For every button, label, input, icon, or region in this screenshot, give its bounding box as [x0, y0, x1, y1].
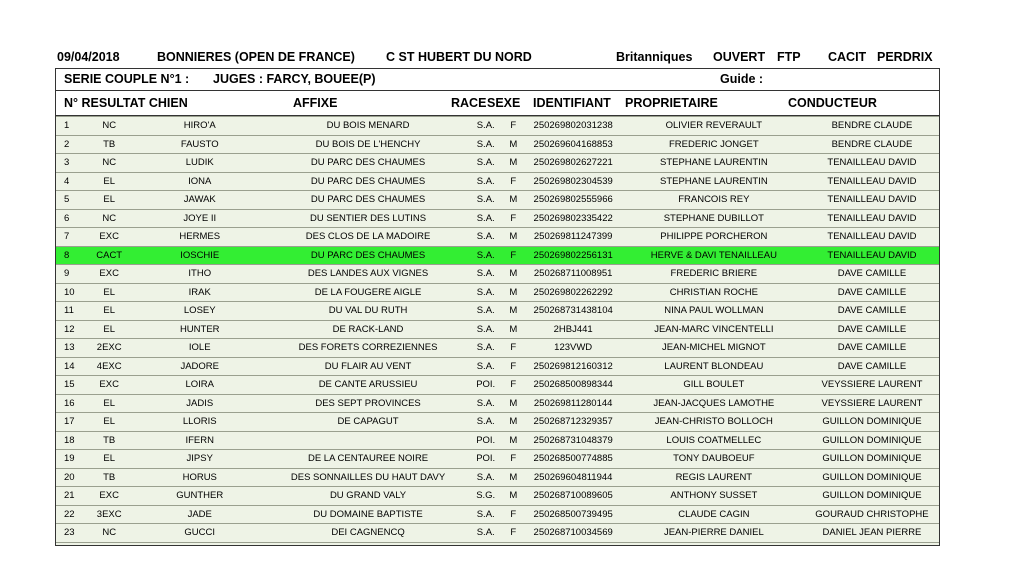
owner-cell: JEAN-CHRISTO BOLLOCH	[623, 413, 805, 432]
dog-name-cell: JADORE	[132, 357, 268, 376]
handler-cell: GUILLON DOMINIQUE	[805, 487, 939, 506]
table-row	[56, 431, 939, 450]
owner-cell: STEPHANE LAURENTIN	[623, 172, 805, 191]
row-number: 12	[56, 320, 87, 339]
dog-name-cell: LOIRA	[132, 376, 268, 395]
identifiant-cell: 250268710089605	[524, 487, 623, 506]
handler-cell: GOURAUD CHRISTOPHE	[805, 505, 939, 524]
cacit-label: CACIT	[828, 50, 867, 64]
identifiant-cell: 2HBJ441	[524, 320, 623, 339]
row-number: 20	[56, 468, 87, 487]
event-venue: BONNIERES (OPEN DE FRANCE)	[157, 50, 355, 64]
sexe-cell: M	[503, 191, 523, 210]
identifiant-cell: 250268710034569	[524, 524, 623, 542]
col-sexe: SEXE	[487, 96, 521, 110]
dog-name-cell: JADIS	[132, 394, 268, 413]
race-cell: S.A.	[468, 320, 503, 339]
result-cell: NC	[87, 209, 132, 228]
sexe-cell: M	[503, 265, 523, 284]
race-cell: S.A.	[468, 135, 503, 154]
affixe-cell: DES SONNAILLES DU HAUT DAVY	[268, 468, 469, 487]
handler-cell: TENAILLEAU DAVID	[805, 154, 939, 173]
sexe-cell: F	[503, 357, 523, 376]
table-row	[56, 376, 939, 395]
identifiant-cell: 250268500898344	[524, 376, 623, 395]
dog-name-cell: HIRO'A	[132, 117, 268, 136]
result-cell: NC	[87, 117, 132, 136]
owner-cell: JEAN-MICHEL MIGNOT	[623, 339, 805, 358]
event-date: 09/04/2018	[57, 50, 120, 64]
result-cell: TB	[87, 468, 132, 487]
col-identifiant: IDENTIFIANT	[533, 96, 611, 110]
table-row	[56, 339, 939, 358]
result-cell: EL	[87, 283, 132, 302]
handler-cell: DAVE CAMILLE	[805, 283, 939, 302]
row-number: 16	[56, 394, 87, 413]
affixe-cell: DES LANDES AUX VIGNES	[268, 265, 469, 284]
row-number: 13	[56, 339, 87, 358]
affixe-cell: DU DOMAINE BAPTISTE	[268, 505, 469, 524]
owner-cell: OLIVIER REVERAULT	[623, 117, 805, 136]
dog-name-cell: FAUSTO	[132, 135, 268, 154]
dog-name-cell: GUCCI	[132, 524, 268, 542]
table-row	[56, 191, 939, 210]
identifiant-cell: 250269802256131	[524, 246, 623, 265]
sexe-cell: M	[503, 468, 523, 487]
result-cell: EL	[87, 172, 132, 191]
identifiant-cell: 250268731438104	[524, 302, 623, 321]
row-number: 3	[56, 154, 87, 173]
sexe-cell: M	[503, 228, 523, 247]
ftp-label: FTP	[777, 50, 801, 64]
table-row	[56, 505, 939, 524]
affixe-cell: DE LA CENTAUREE NOIRE	[268, 450, 469, 469]
sexe-cell: M	[503, 154, 523, 173]
dog-name-cell: JOYE II	[132, 209, 268, 228]
table-row	[56, 413, 939, 432]
identifiant-cell: 250269812160312	[524, 357, 623, 376]
dog-name-cell: IRAK	[132, 283, 268, 302]
dog-name-cell: JADE	[132, 505, 268, 524]
dog-name-cell: HERMES	[132, 228, 268, 247]
race-cell: S.A.	[468, 172, 503, 191]
col-affixe: AFFIXE	[293, 96, 338, 110]
row-number: 1	[56, 117, 87, 136]
handler-cell: GUILLON DOMINIQUE	[805, 450, 939, 469]
owner-cell: JEAN-JACQUES LAMOTHE	[623, 394, 805, 413]
affixe-cell: DU PARC DES CHAUMES	[268, 246, 469, 265]
sexe-cell: F	[503, 339, 523, 358]
table-row	[56, 320, 939, 339]
result-cell: TB	[87, 135, 132, 154]
handler-cell: GUILLON DOMINIQUE	[805, 413, 939, 432]
affixe-cell: DE LA FOUGERE AIGLE	[268, 283, 469, 302]
result-cell: 4EXC	[87, 357, 132, 376]
sexe-cell: F	[503, 376, 523, 395]
table-row	[56, 265, 939, 284]
race-cell: S.A.	[468, 209, 503, 228]
identifiant-cell: 250268711008951	[524, 265, 623, 284]
race-cell: S.A.	[468, 191, 503, 210]
row-number: 9	[56, 265, 87, 284]
race-cell: S.A.	[468, 524, 503, 542]
result-cell: TB	[87, 431, 132, 450]
owner-cell: PHILIPPE PORCHERON	[623, 228, 805, 247]
page-header	[0, 50, 1024, 66]
table-row	[56, 524, 939, 542]
result-cell: EXC	[87, 228, 132, 247]
race-cell: S.A.	[468, 246, 503, 265]
row-number: 17	[56, 413, 87, 432]
race-cell: S.A.	[468, 468, 503, 487]
identifiant-cell: 250269604168853	[524, 135, 623, 154]
result-cell: EL	[87, 191, 132, 210]
handler-cell: DAVE CAMILLE	[805, 320, 939, 339]
column-header-row	[56, 91, 939, 116]
handler-cell: DAVE CAMILLE	[805, 302, 939, 321]
row-number: 23	[56, 524, 87, 542]
affixe-cell: DE RACK-LAND	[268, 320, 469, 339]
identifiant-cell: 250268731048379	[524, 431, 623, 450]
row-number: 18	[56, 431, 87, 450]
identifiant-cell: 250269811247399	[524, 228, 623, 247]
dog-name-cell: JIPSY	[132, 450, 268, 469]
owner-cell: CLAUDE CAGIN	[623, 505, 805, 524]
handler-cell: BENDRE CLAUDE	[805, 135, 939, 154]
handler-cell: GUILLON DOMINIQUE	[805, 468, 939, 487]
row-number: 10	[56, 283, 87, 302]
owner-cell: REGIS LAURENT	[623, 468, 805, 487]
affixe-cell: DE CAPAGUT	[268, 413, 469, 432]
handler-cell: DAVE CAMILLE	[805, 357, 939, 376]
sexe-cell: M	[503, 283, 523, 302]
table-row	[56, 209, 939, 228]
identifiant-cell: 250269802031238	[524, 117, 623, 136]
sexe-cell: F	[503, 505, 523, 524]
identifiant-cell: 250269802335422	[524, 209, 623, 228]
race-cell: S.A.	[468, 394, 503, 413]
identifiant-cell: 123VWD	[524, 339, 623, 358]
dog-name-cell: IOSCHIE	[132, 246, 268, 265]
owner-cell: NINA PAUL WOLLMAN	[623, 302, 805, 321]
row-number: 8	[56, 246, 87, 265]
result-cell: 2EXC	[87, 339, 132, 358]
col-proprietaire: PROPRIETAIRE	[625, 96, 718, 110]
col-race: RACE	[451, 96, 487, 110]
owner-cell: ANTHONY SUSSET	[623, 487, 805, 506]
identifiant-cell: 250268500739495	[524, 505, 623, 524]
owner-cell: HERVE & DAVI TENAILLEAU	[623, 246, 805, 265]
game-label: PERDRIX	[877, 50, 933, 64]
sexe-cell: F	[503, 450, 523, 469]
judges-label: JUGES : FARCY, BOUEE(P)	[213, 72, 376, 86]
owner-cell: TONY DAUBOEUF	[623, 450, 805, 469]
handler-cell: VEYSSIERE LAURENT	[805, 394, 939, 413]
race-cell: S.A.	[468, 154, 503, 173]
dog-name-cell: LLORIS	[132, 413, 268, 432]
table-row	[56, 283, 939, 302]
dog-name-cell: GUNTHER	[132, 487, 268, 506]
sexe-cell: F	[503, 117, 523, 136]
sexe-cell: M	[503, 413, 523, 432]
race-cell: S.A.	[468, 265, 503, 284]
series-row	[56, 69, 939, 91]
row-number: 11	[56, 302, 87, 321]
race-cell: POI.	[468, 376, 503, 395]
guide-label: Guide :	[720, 72, 764, 86]
handler-cell: TENAILLEAU DAVID	[805, 172, 939, 191]
affixe-cell: DU FLAIR AU VENT	[268, 357, 469, 376]
table-row	[56, 154, 939, 173]
row-number: 22	[56, 505, 87, 524]
owner-cell: JEAN-MARC VINCENTELLI	[623, 320, 805, 339]
results-table	[56, 116, 939, 542]
result-cell: EL	[87, 413, 132, 432]
affixe-cell: DU SENTIER DES LUTINS	[268, 209, 469, 228]
row-number: 7	[56, 228, 87, 247]
identifiant-cell: 250268712329357	[524, 413, 623, 432]
table-row	[56, 487, 939, 506]
race-cell: S.A.	[468, 339, 503, 358]
table-continuation	[56, 542, 939, 545]
dog-name-cell: IFERN	[132, 431, 268, 450]
owner-cell: STEPHANE LAURENTIN	[623, 154, 805, 173]
race-cell: S.A.	[468, 505, 503, 524]
event-club: C ST HUBERT DU NORD	[386, 50, 532, 64]
affixe-cell: DES CLOS DE LA MADOIRE	[268, 228, 469, 247]
table-row	[56, 302, 939, 321]
row-number: 2	[56, 135, 87, 154]
handler-cell: GUILLON DOMINIQUE	[805, 431, 939, 450]
results-body	[56, 117, 939, 542]
sexe-cell: F	[503, 524, 523, 542]
row-number: 5	[56, 191, 87, 210]
race-cell: S.A.	[468, 413, 503, 432]
affixe-cell: DE CANTE ARUSSIEU	[268, 376, 469, 395]
dog-name-cell: IOLE	[132, 339, 268, 358]
owner-cell: CHRISTIAN ROCHE	[623, 283, 805, 302]
row-number: 4	[56, 172, 87, 191]
identifiant-cell: 250269604811944	[524, 468, 623, 487]
handler-cell: TENAILLEAU DAVID	[805, 228, 939, 247]
result-cell: EXC	[87, 487, 132, 506]
breed-group: Britanniques	[616, 50, 693, 64]
result-cell: EL	[87, 394, 132, 413]
result-cell: 3EXC	[87, 505, 132, 524]
owner-cell: LOUIS COATMELLEC	[623, 431, 805, 450]
affixe-cell: DU BOIS MENARD	[268, 117, 469, 136]
sexe-cell: M	[503, 487, 523, 506]
affixe-cell: DU VAL DU RUTH	[268, 302, 469, 321]
handler-cell: DAVE CAMILLE	[805, 339, 939, 358]
affixe-cell	[268, 431, 469, 450]
owner-cell: FREDERIC JONGET	[623, 135, 805, 154]
handler-cell: DANIEL JEAN PIERRE	[805, 524, 939, 542]
race-cell: S.A.	[468, 357, 503, 376]
row-number: 6	[56, 209, 87, 228]
sexe-cell: F	[503, 246, 523, 265]
result-cell: CACT	[87, 246, 132, 265]
result-cell: EXC	[87, 376, 132, 395]
col-conducteur: CONDUCTEUR	[788, 96, 877, 110]
table-row	[56, 450, 939, 469]
race-cell: S.A.	[468, 302, 503, 321]
result-cell: EL	[87, 450, 132, 469]
dog-name-cell: ITHO	[132, 265, 268, 284]
affixe-cell: DES SEPT PROVINCES	[268, 394, 469, 413]
owner-cell: JEAN-PIERRE DANIEL	[623, 524, 805, 542]
handler-cell: DAVE CAMILLE	[805, 265, 939, 284]
dog-name-cell: HORUS	[132, 468, 268, 487]
handler-cell: TENAILLEAU DAVID	[805, 246, 939, 265]
row-number: 14	[56, 357, 87, 376]
affixe-cell: DU GRAND VALY	[268, 487, 469, 506]
owner-cell: FRANCOIS REY	[623, 191, 805, 210]
race-cell: S.G.	[468, 487, 503, 506]
sexe-cell: F	[503, 172, 523, 191]
identifiant-cell: 250269802262292	[524, 283, 623, 302]
sexe-cell: M	[503, 302, 523, 321]
table-row	[56, 468, 939, 487]
table-row	[56, 172, 939, 191]
series-label: SERIE COUPLE N°1 :	[64, 72, 190, 86]
race-cell: POI.	[468, 450, 503, 469]
race-cell: S.A.	[468, 228, 503, 247]
affixe-cell: DU PARC DES CHAUMES	[268, 172, 469, 191]
table-row	[56, 357, 939, 376]
sexe-cell: M	[503, 320, 523, 339]
owner-cell: LAURENT BLONDEAU	[623, 357, 805, 376]
row-number: 19	[56, 450, 87, 469]
identifiant-cell: 250269802555966	[524, 191, 623, 210]
owner-cell: STEPHANE DUBILLOT	[623, 209, 805, 228]
table-row	[56, 135, 939, 154]
sexe-cell: F	[503, 209, 523, 228]
dog-name-cell: JAWAK	[132, 191, 268, 210]
dog-name-cell: HUNTER	[132, 320, 268, 339]
col-num-result-dog: N° RESULTAT CHIEN	[64, 96, 188, 110]
result-cell: NC	[87, 524, 132, 542]
owner-cell: FREDERIC BRIERE	[623, 265, 805, 284]
row-number: 21	[56, 487, 87, 506]
affixe-cell: DU BOIS DE L'HENCHY	[268, 135, 469, 154]
dog-name-cell: IONA	[132, 172, 268, 191]
handler-cell: TENAILLEAU DAVID	[805, 191, 939, 210]
affixe-cell: DES FORETS CORREZIENNES	[268, 339, 469, 358]
table-row	[56, 117, 939, 136]
owner-cell: GILL BOULET	[623, 376, 805, 395]
sexe-cell: M	[503, 394, 523, 413]
race-cell: S.A.	[468, 117, 503, 136]
result-cell: NC	[87, 154, 132, 173]
affixe-cell: DU PARC DES CHAUMES	[268, 154, 469, 173]
identifiant-cell: 250269811280144	[524, 394, 623, 413]
result-cell: EL	[87, 320, 132, 339]
table-row	[56, 228, 939, 247]
results-frame	[55, 68, 940, 546]
sexe-cell: M	[503, 135, 523, 154]
result-cell: EL	[87, 302, 132, 321]
race-cell: S.A.	[468, 283, 503, 302]
result-cell: EXC	[87, 265, 132, 284]
class-label: OUVERT	[713, 50, 766, 64]
identifiant-cell: 250269802304539	[524, 172, 623, 191]
table-row-highlighted	[56, 246, 939, 265]
affixe-cell: DU PARC DES CHAUMES	[268, 191, 469, 210]
handler-cell: BENDRE CLAUDE	[805, 117, 939, 136]
dog-name-cell: LOSEY	[132, 302, 268, 321]
race-cell: POI.	[468, 431, 503, 450]
dog-name-cell: LUDIK	[132, 154, 268, 173]
affixe-cell: DEI CAGNENCQ	[268, 524, 469, 542]
identifiant-cell: 250269802627221	[524, 154, 623, 173]
row-number: 15	[56, 376, 87, 395]
sexe-cell: M	[503, 431, 523, 450]
table-row	[56, 394, 939, 413]
handler-cell: VEYSSIERE LAURENT	[805, 376, 939, 395]
handler-cell: TENAILLEAU DAVID	[805, 209, 939, 228]
identifiant-cell: 250268500774885	[524, 450, 623, 469]
